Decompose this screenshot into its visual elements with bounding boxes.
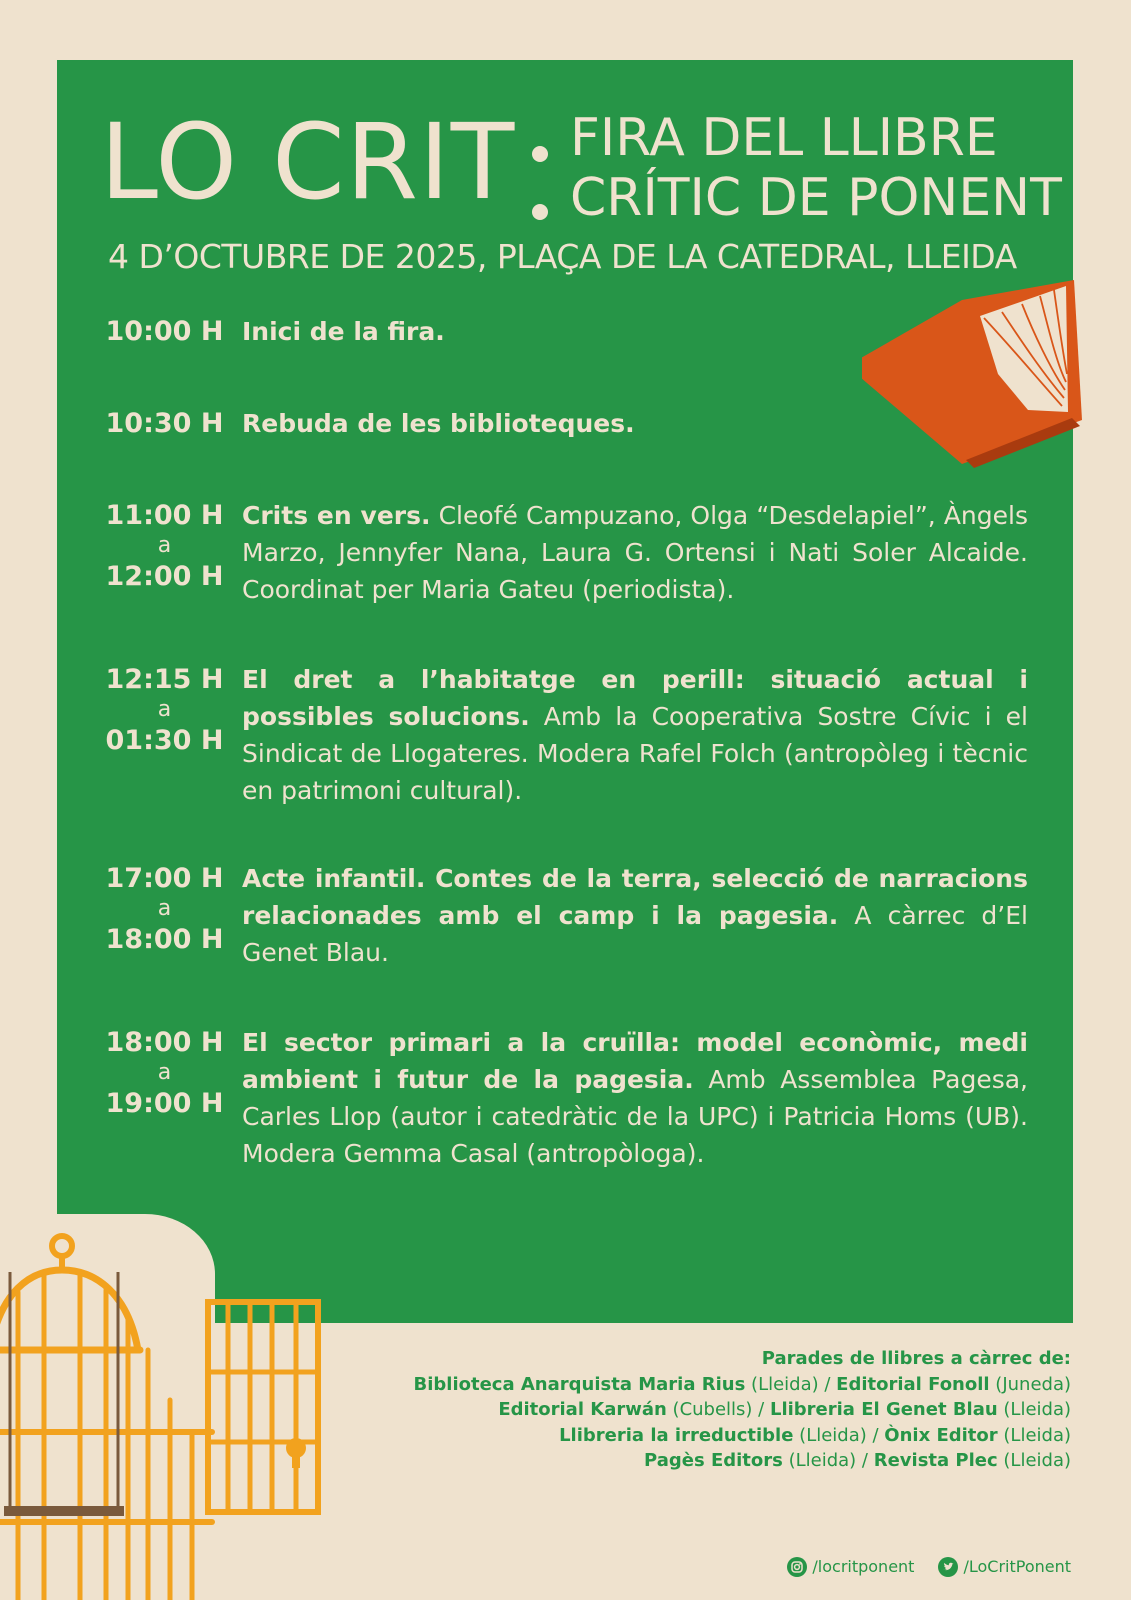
stalls-line — [414, 1423, 1072, 1449]
time-separator: a — [157, 1060, 172, 1085]
stall-name: Pagès Editors — [644, 1450, 783, 1471]
stall-name: Editorial Karwán — [498, 1399, 667, 1420]
instagram-icon — [787, 1557, 807, 1577]
twitter-handle-text: /LoCritPonent — [963, 1557, 1071, 1576]
event-details: Amb Assemblea Pagesa, Carles Llop (autor i catedràtic de la UPC) i Patricia Homs (UB). Modera Gemma Casal (antropòloga). — [242, 1065, 1028, 1168]
stall-place: (Juneda) — [989, 1373, 1071, 1395]
stall-place: (Cubells) / — [666, 1399, 770, 1420]
subtitle-line-1: FIRA DEL LLIBRE — [570, 108, 998, 168]
end-time: 19:00 H — [105, 1088, 224, 1119]
start-time: 11:00 H — [105, 500, 224, 531]
event-title: Acte infantil. Contes de la terra, selecció de narracions relacionades amb el camp i la pagesia. — [242, 864, 1028, 930]
stall-name: Llibreria la irreductible — [559, 1424, 794, 1446]
start-time: 10:00 H — [105, 316, 224, 347]
time-range — [82, 408, 247, 439]
start-time: 10:30 H — [105, 408, 224, 439]
end-time: 01:30 H — [105, 725, 224, 756]
event-description — [242, 661, 1028, 809]
event-description — [242, 405, 1028, 442]
event-details: Cleofé Campuzano, Olga “Desdelapiel”, Àngels Marzo, Jennyfer Nana, Laura G. Ortensi i Nati Soler Alcaide. Coordinat per Maria Gateu (periodista). — [242, 501, 1028, 604]
instagram-handle[interactable] — [787, 1556, 914, 1578]
twitter-icon — [938, 1557, 958, 1577]
stall-place: (Lleida) / — [782, 1450, 874, 1471]
stalls-heading: Parades de llibres a càrrec de: — [761, 1348, 1071, 1369]
event-date-location: 4 D’OCTUBRE DE 2025, PLAÇA DE LA CATEDRAL, LLEIDA — [108, 237, 1017, 276]
stall-place: (Lleida) — [997, 1424, 1071, 1446]
end-time: 12:00 H — [105, 561, 224, 592]
event-title: Inici de la fira. — [242, 317, 445, 346]
stall-place: (Lleida) / — [793, 1424, 885, 1446]
stalls-line — [414, 1372, 1072, 1398]
stall-name: Editorial Fonoll — [836, 1373, 990, 1395]
stall-name: Llibreria El Genet Blau — [769, 1399, 998, 1420]
logo-lo-crit: LO CRIT — [100, 101, 516, 223]
event-description — [242, 313, 1028, 350]
stalls-line — [414, 1448, 1072, 1474]
event-title: El dret a l’habitatge en perill: situació actual i possibles solucions. — [242, 665, 1028, 731]
stall-place: (Lleida) — [997, 1399, 1071, 1420]
time-separator: a — [157, 896, 172, 921]
stall-name: Ònix Editor — [884, 1424, 998, 1446]
title-colon — [530, 136, 550, 224]
time-range — [82, 664, 247, 756]
poster-subtitle — [570, 108, 1062, 228]
event-details: A càrrec d’El Genet Blau. — [242, 901, 1028, 967]
start-time: 17:00 H — [105, 863, 224, 894]
time-separator: a — [157, 697, 172, 722]
stall-name: Revista Plec — [873, 1450, 998, 1471]
stalls-line — [414, 1397, 1072, 1423]
event-title: Crits en vers. — [242, 501, 431, 530]
time-range — [82, 863, 247, 955]
event-title: El sector primari a la cruïlla: model econòmic, medi ambient i futur de la pagesia. — [242, 1028, 1028, 1094]
social-handles — [787, 1556, 1071, 1578]
event-description — [242, 860, 1028, 971]
subtitle-line-2: CRÍTIC DE PONENT — [570, 168, 1062, 228]
stall-name: Biblioteca Anarquista Maria Rius — [413, 1373, 746, 1395]
start-time: 18:00 H — [105, 1027, 224, 1058]
stall-place: (Lleida) — [997, 1450, 1071, 1471]
twitter-handle[interactable] — [938, 1556, 1071, 1578]
time-separator: a — [157, 533, 172, 558]
end-time: 18:00 H — [105, 924, 224, 955]
event-details: Amb la Cooperativa Sostre Cívic i el Sindicat de Llogateres. Modera Rafel Folch (antropòleg i tècnic en patrimoni cultural). — [242, 702, 1028, 805]
time-range — [82, 1027, 247, 1119]
birdcage-illustration — [0, 1232, 330, 1600]
instagram-handle-text: /locritponent — [812, 1557, 915, 1576]
event-title: Rebuda de les biblioteques. — [242, 409, 635, 438]
stall-place: (Lleida) / — [745, 1373, 837, 1395]
event-description — [242, 497, 1028, 608]
book-stalls-credits — [414, 1346, 1072, 1474]
start-time: 12:15 H — [105, 664, 224, 695]
time-range — [82, 316, 247, 347]
time-range — [82, 500, 247, 592]
open-book-illustration — [862, 278, 1112, 478]
event-description — [242, 1024, 1028, 1172]
